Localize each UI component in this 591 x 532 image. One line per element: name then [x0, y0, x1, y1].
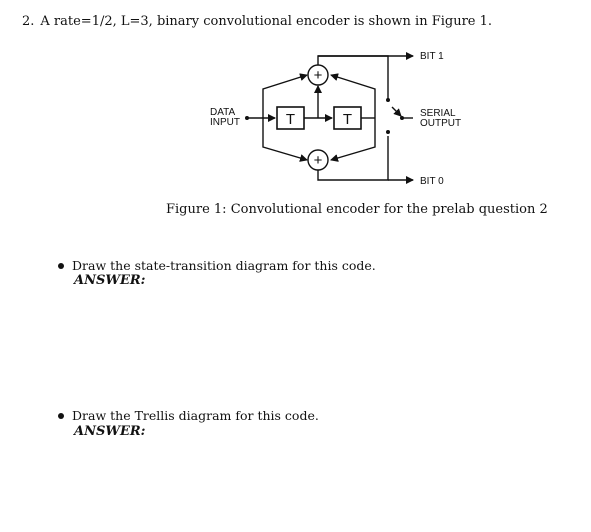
switch-contact-bottom	[386, 130, 390, 134]
bullet-icon	[58, 263, 64, 269]
task-text: Draw the Trellis diagram for this code.	[72, 408, 319, 423]
register-label-1: T	[285, 111, 296, 128]
serial-output-label-1: SERIAL	[420, 108, 456, 119]
bit0-label: BIT 0	[420, 176, 444, 187]
convolutional-encoder-diagram	[205, 44, 475, 194]
task-item-trellis-diagram	[58, 408, 319, 423]
bottom-right-tap	[331, 118, 375, 160]
question-number: 2.	[22, 14, 35, 29]
input-node	[245, 116, 249, 120]
register-label-2: T	[342, 111, 353, 128]
switch-contact-top	[386, 98, 390, 102]
task-text: Draw the state-transition diagram for this code.	[72, 258, 376, 273]
serial-output-label-2: OUTPUT	[420, 118, 462, 129]
encoder-figure	[205, 44, 475, 194]
bottom-adder-symbol: +	[313, 152, 323, 169]
answer-label: ANSWER:	[74, 424, 146, 439]
figure-caption: Figure 1: Convolutional encoder for the prelab question 2	[166, 202, 548, 217]
switch-arm	[392, 107, 401, 116]
question-text: A rate=1/2, L=3, binary convolutional encoder is shown in Figure 1.	[40, 14, 493, 29]
bit1-label: BIT 1	[420, 51, 444, 62]
data-input-label-1: DATA	[210, 107, 236, 118]
answer-label: ANSWER:	[74, 273, 146, 288]
data-input-label-2: INPUT	[210, 117, 240, 128]
top-adder-output	[318, 56, 388, 100]
task-item-state-diagram	[58, 258, 376, 273]
question-line	[22, 14, 492, 29]
switch-pivot	[400, 116, 404, 120]
top-right-tap	[331, 75, 375, 118]
bullet-icon	[58, 413, 64, 419]
top-adder-symbol: +	[313, 67, 323, 84]
